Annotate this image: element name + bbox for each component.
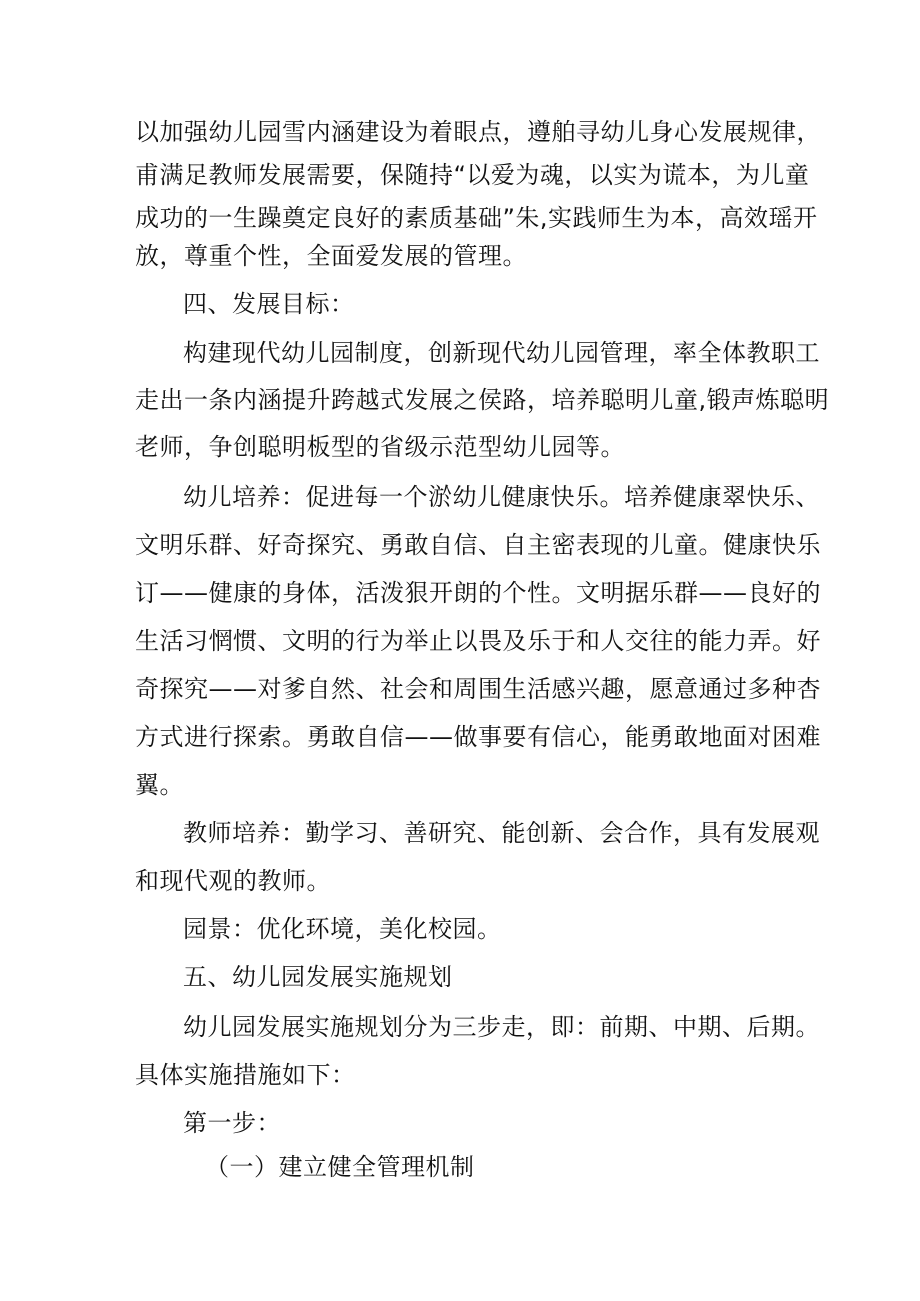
text-line: 幼儿园发展实施规划分为三步走，即：前期、中期、后期。 <box>183 1013 820 1041</box>
text-line: 教师培养：勤学习、善研究、能创新、会合作，具有发展观 <box>183 819 820 847</box>
text-line: 以加强幼儿园雪内涵建设为着眼点，遵舶寻幼儿身心发展规律， <box>135 118 821 146</box>
text-line: 订——健康的身体，活泼狠开朗的个性。文明据乐群——良好的 <box>135 579 821 607</box>
text-line: 方式进行探索。勇敢自信——做事要有信心，能勇敢地面对困难 <box>135 723 821 751</box>
text-line: 老师，争创聪明板型的省级示范型幼儿园等。 <box>135 433 625 461</box>
text-line: 走出一条内涵提升跨越式发展之侯路，培养聪明儿童,锻声炼聪明 <box>135 386 830 414</box>
text-line: 园景：优化环境，美化校园。 <box>183 915 502 943</box>
text-line: 放，尊重个性，全面爱发展的管理。 <box>135 242 527 270</box>
text-line: 甫满足教师发展需要，保随持“以爱为魂，以实为谎本，为儿童 <box>135 161 810 189</box>
section-heading: 四、发展目标： <box>183 290 355 318</box>
text-line: 生活习惘惯、文明的行为举止以畏及乐于和人交往的能力弄。好 <box>135 627 821 655</box>
text-line: 奇探究——对爹自然、社会和周围生活感兴趣，愿意通过多种杏 <box>135 675 821 703</box>
text-line: 成功的一生躁奠定良好的素质基础”朱,实践师生为本，高效瑶开 <box>135 204 818 232</box>
text-line: 翼。 <box>135 771 184 799</box>
section-heading: 五、幼儿园发展实施规划 <box>183 963 453 991</box>
subheading: （一）建立健全管理机制 <box>205 1153 475 1181</box>
text-line: 和现代观的教师。 <box>135 867 331 895</box>
subheading: 第一步： <box>183 1109 281 1137</box>
text-line: 构建现代幼儿园制度，创新现代幼儿园管理，率全体教职工 <box>183 339 820 367</box>
text-line: 文明乐群、好奇探究、勇敢自信、自主密表现的儿童。健康快乐 <box>135 531 821 559</box>
text-line: 具体实施措施如下： <box>135 1061 356 1089</box>
text-line: 幼儿培养：促进每一个淤幼儿健康快乐。培养健康翠快乐、 <box>183 483 820 511</box>
